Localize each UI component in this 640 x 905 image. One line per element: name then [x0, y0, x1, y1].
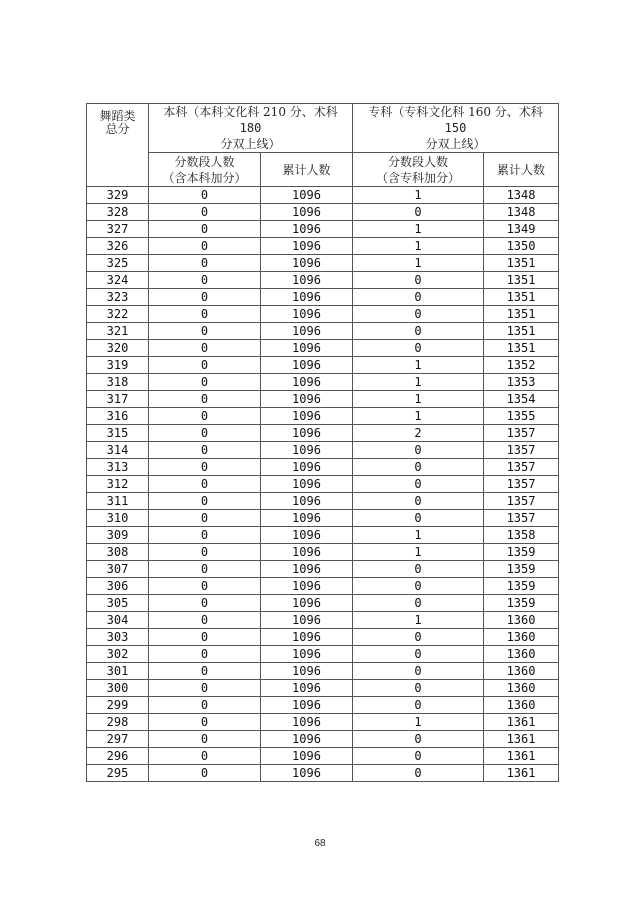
undergrad-cumulative-cell: 1096 — [261, 323, 353, 340]
junior-segment-header-line2: （含专科加分） — [376, 170, 461, 185]
undergrad-segment-cell: 0 — [149, 204, 261, 221]
junior-cumulative-cell: 1357 — [484, 510, 559, 527]
table-row — [87, 425, 559, 442]
table-row — [87, 680, 559, 697]
junior-segment-cell: 1 — [353, 374, 484, 391]
junior-cumulative-cell: 1360 — [484, 629, 559, 646]
total-score-cell: 325 — [87, 255, 149, 272]
junior-cumulative-cell: 1357 — [484, 476, 559, 493]
junior-header-line1: 专科（专科文化科 160 分、术科 — [368, 105, 543, 119]
undergrad-cumulative-cell: 1096 — [261, 493, 353, 510]
total-score-cell: 312 — [87, 476, 149, 493]
table-row — [87, 663, 559, 680]
undergrad-segment-cell: 0 — [149, 493, 261, 510]
junior-cumulative-header: 累计人数 — [484, 153, 559, 187]
undergrad-cumulative-cell: 1096 — [261, 238, 353, 255]
junior-cumulative-cell: 1349 — [484, 221, 559, 238]
undergrad-segment-cell: 0 — [149, 765, 261, 782]
table-row — [87, 510, 559, 527]
undergrad-cumulative-cell: 1096 — [261, 408, 353, 425]
total-score-header — [87, 104, 149, 187]
total-score-cell: 306 — [87, 578, 149, 595]
junior-cumulative-cell: 1351 — [484, 255, 559, 272]
junior-segment-cell: 1 — [353, 255, 484, 272]
undergrad-cumulative-cell: 1096 — [261, 476, 353, 493]
undergrad-segment-cell: 0 — [149, 663, 261, 680]
undergrad-segment-cell: 0 — [149, 357, 261, 374]
junior-segment-cell: 0 — [353, 323, 484, 340]
table-row — [87, 646, 559, 663]
undergrad-cumulative-cell: 1096 — [261, 425, 353, 442]
table-row — [87, 493, 559, 510]
total-score-cell: 315 — [87, 425, 149, 442]
junior-segment-cell: 1 — [353, 527, 484, 544]
total-score-cell: 316 — [87, 408, 149, 425]
total-score-cell: 326 — [87, 238, 149, 255]
total-score-cell: 299 — [87, 697, 149, 714]
junior-segment-cell: 0 — [353, 272, 484, 289]
undergrad-segment-cell: 0 — [149, 391, 261, 408]
junior-header-line3: 分双上线） — [425, 137, 486, 151]
undergrad-cumulative-cell: 1096 — [261, 561, 353, 578]
junior-segment-cell: 0 — [353, 765, 484, 782]
undergrad-segment-cell: 0 — [149, 697, 261, 714]
undergrad-cumulative-cell: 1096 — [261, 306, 353, 323]
junior-cumulative-cell: 1350 — [484, 238, 559, 255]
total-score-cell: 320 — [87, 340, 149, 357]
junior-segment-cell: 0 — [353, 663, 484, 680]
undergrad-segment-cell: 0 — [149, 612, 261, 629]
undergrad-segment-cell: 0 — [149, 578, 261, 595]
undergrad-segment-cell: 0 — [149, 680, 261, 697]
table-body — [87, 187, 559, 782]
undergrad-cumulative-cell: 1096 — [261, 289, 353, 306]
table-row — [87, 459, 559, 476]
junior-segment-cell: 1 — [353, 408, 484, 425]
junior-cumulative-cell: 1351 — [484, 306, 559, 323]
undergrad-cumulative-cell: 1096 — [261, 697, 353, 714]
undergrad-segment-cell: 0 — [149, 561, 261, 578]
table-row — [87, 442, 559, 459]
junior-cumulative-cell: 1351 — [484, 272, 559, 289]
undergrad-segment-cell: 0 — [149, 255, 261, 272]
junior-cumulative-cell: 1348 — [484, 187, 559, 204]
undergrad-cumulative-cell: 1096 — [261, 612, 353, 629]
undergrad-cumulative-cell: 1096 — [261, 391, 353, 408]
junior-segment-cell: 0 — [353, 748, 484, 765]
table-row — [87, 561, 559, 578]
undergrad-segment-cell: 0 — [149, 221, 261, 238]
total-score-cell: 301 — [87, 663, 149, 680]
undergrad-segment-cell: 0 — [149, 459, 261, 476]
total-score-cell: 308 — [87, 544, 149, 561]
table-row — [87, 612, 559, 629]
table-row — [87, 408, 559, 425]
junior-segment-cell: 1 — [353, 544, 484, 561]
table-row — [87, 204, 559, 221]
table-row — [87, 697, 559, 714]
junior-segment-cell: 1 — [353, 221, 484, 238]
junior-segment-cell: 0 — [353, 629, 484, 646]
junior-segment-cell: 1 — [353, 357, 484, 374]
junior-cumulative-cell: 1352 — [484, 357, 559, 374]
total-score-cell: 322 — [87, 306, 149, 323]
junior-cumulative-cell: 1351 — [484, 323, 559, 340]
total-score-cell: 295 — [87, 765, 149, 782]
undergrad-cumulative-header: 累计人数 — [261, 153, 353, 187]
undergrad-segment-cell: 0 — [149, 731, 261, 748]
table-row — [87, 221, 559, 238]
undergrad-cumulative-cell: 1096 — [261, 204, 353, 221]
junior-cumulative-cell: 1354 — [484, 391, 559, 408]
table-row — [87, 255, 559, 272]
total-score-cell: 304 — [87, 612, 149, 629]
undergrad-segment-cell: 0 — [149, 629, 261, 646]
undergrad-segment-cell: 0 — [149, 187, 261, 204]
junior-segment-cell: 0 — [353, 697, 484, 714]
junior-segment-cell: 1 — [353, 187, 484, 204]
junior-cumulative-cell: 1359 — [484, 595, 559, 612]
undergrad-segment-cell: 0 — [149, 340, 261, 357]
undergrad-cumulative-cell: 1096 — [261, 221, 353, 238]
junior-cumulative-cell: 1351 — [484, 289, 559, 306]
undergrad-segment-cell: 0 — [149, 442, 261, 459]
total-score-cell: 314 — [87, 442, 149, 459]
undergrad-cumulative-cell: 1096 — [261, 578, 353, 595]
total-score-cell: 327 — [87, 221, 149, 238]
junior-segment-cell: 0 — [353, 306, 484, 323]
total-score-cell: 297 — [87, 731, 149, 748]
undergrad-cumulative-cell: 1096 — [261, 340, 353, 357]
table-row — [87, 629, 559, 646]
junior-segment-cell: 1 — [353, 612, 484, 629]
junior-cumulative-cell: 1351 — [484, 340, 559, 357]
total-score-cell: 296 — [87, 748, 149, 765]
junior-segment-cell: 0 — [353, 561, 484, 578]
junior-segment-cell: 0 — [353, 459, 484, 476]
junior-segment-cell: 0 — [353, 510, 484, 527]
junior-segment-cell: 1 — [353, 714, 484, 731]
table-header — [87, 104, 559, 187]
table-row — [87, 357, 559, 374]
junior-cumulative-cell: 1360 — [484, 646, 559, 663]
table-row — [87, 544, 559, 561]
table-row — [87, 289, 559, 306]
junior-cumulative-cell: 1358 — [484, 527, 559, 544]
total-score-cell: 298 — [87, 714, 149, 731]
table-row — [87, 476, 559, 493]
undergrad-cumulative-cell: 1096 — [261, 544, 353, 561]
undergrad-cumulative-cell: 1096 — [261, 731, 353, 748]
undergrad-segment-cell: 0 — [149, 595, 261, 612]
total-score-header-line2: 总分 — [105, 122, 130, 136]
junior-cumulative-cell: 1361 — [484, 748, 559, 765]
junior-cumulative-cell: 1357 — [484, 442, 559, 459]
total-score-cell: 328 — [87, 204, 149, 221]
undergrad-segment-cell: 0 — [149, 238, 261, 255]
table-row — [87, 323, 559, 340]
junior-cumulative-cell: 1361 — [484, 765, 559, 782]
total-score-cell: 307 — [87, 561, 149, 578]
junior-cumulative-cell: 1348 — [484, 204, 559, 221]
junior-segment-cell: 0 — [353, 680, 484, 697]
undergrad-cumulative-cell: 1096 — [261, 442, 353, 459]
table-row — [87, 578, 559, 595]
undergrad-cumulative-cell: 1096 — [261, 714, 353, 731]
junior-segment-cell: 1 — [353, 391, 484, 408]
undergrad-cumulative-cell: 1096 — [261, 646, 353, 663]
junior-cumulative-cell: 1360 — [484, 663, 559, 680]
undergrad-cumulative-cell: 1096 — [261, 255, 353, 272]
undergrad-segment-cell: 0 — [149, 748, 261, 765]
table-row — [87, 374, 559, 391]
undergrad-header-line1: 本科（本科文化科 210 分、术科 — [163, 105, 338, 119]
junior-segment-cell: 0 — [353, 493, 484, 510]
junior-segment-cell: 2 — [353, 425, 484, 442]
undergrad-cumulative-cell: 1096 — [261, 510, 353, 527]
junior-cumulative-cell: 1353 — [484, 374, 559, 391]
undergrad-segment-cell: 0 — [149, 306, 261, 323]
total-score-cell: 317 — [87, 391, 149, 408]
junior-cumulative-cell: 1357 — [484, 493, 559, 510]
score-distribution-table — [86, 103, 559, 782]
undergrad-header-line2: 180 — [239, 121, 262, 135]
undergrad-segment-cell: 0 — [149, 408, 261, 425]
junior-group-header — [353, 104, 559, 153]
undergrad-cumulative-cell: 1096 — [261, 595, 353, 612]
table-row — [87, 187, 559, 204]
total-score-cell: 318 — [87, 374, 149, 391]
table-row — [87, 595, 559, 612]
undergrad-cumulative-cell: 1096 — [261, 527, 353, 544]
total-score-cell: 300 — [87, 680, 149, 697]
undergrad-cumulative-cell: 1096 — [261, 680, 353, 697]
table-row — [87, 748, 559, 765]
undergrad-cumulative-cell: 1096 — [261, 374, 353, 391]
total-score-cell: 311 — [87, 493, 149, 510]
total-score-cell: 313 — [87, 459, 149, 476]
total-score-cell: 329 — [87, 187, 149, 204]
undergrad-segment-cell: 0 — [149, 272, 261, 289]
junior-segment-cell: 0 — [353, 289, 484, 306]
junior-segment-header-line1: 分数段人数 — [388, 154, 449, 169]
total-score-cell: 305 — [87, 595, 149, 612]
undergrad-segment-header-line2: （含本科加分） — [162, 170, 247, 185]
junior-cumulative-cell: 1359 — [484, 544, 559, 561]
junior-segment-cell: 0 — [353, 595, 484, 612]
undergrad-cumulative-cell: 1096 — [261, 629, 353, 646]
junior-segment-cell: 0 — [353, 578, 484, 595]
table-row — [87, 391, 559, 408]
table-row — [87, 272, 559, 289]
table-row — [87, 306, 559, 323]
junior-segment-cell: 0 — [353, 476, 484, 493]
junior-segment-cell: 0 — [353, 340, 484, 357]
table-row — [87, 527, 559, 544]
page-number: 68 — [314, 838, 326, 849]
table-row — [87, 714, 559, 731]
undergrad-cumulative-cell: 1096 — [261, 748, 353, 765]
total-score-cell: 310 — [87, 510, 149, 527]
junior-cumulative-cell: 1360 — [484, 612, 559, 629]
undergrad-segment-cell: 0 — [149, 323, 261, 340]
total-score-cell: 302 — [87, 646, 149, 663]
total-score-cell: 323 — [87, 289, 149, 306]
junior-cumulative-cell: 1357 — [484, 459, 559, 476]
undergrad-cumulative-cell: 1096 — [261, 187, 353, 204]
undergrad-segment-cell: 0 — [149, 476, 261, 493]
junior-segment-cell: 1 — [353, 238, 484, 255]
junior-segment-cell: 0 — [353, 204, 484, 221]
total-score-cell: 321 — [87, 323, 149, 340]
undergrad-header-line3: 分双上线） — [220, 137, 281, 151]
junior-cumulative-cell: 1360 — [484, 697, 559, 714]
total-score-cell: 319 — [87, 357, 149, 374]
undergrad-segment-cell: 0 — [149, 646, 261, 663]
junior-segment-header — [353, 153, 484, 187]
junior-cumulative-cell: 1360 — [484, 680, 559, 697]
undergrad-group-header — [149, 104, 353, 153]
undergrad-segment-cell: 0 — [149, 510, 261, 527]
undergrad-segment-header-line1: 分数段人数 — [174, 154, 235, 169]
table-row — [87, 765, 559, 782]
undergrad-segment-cell: 0 — [149, 527, 261, 544]
junior-header-line2: 150 — [444, 121, 467, 135]
junior-cumulative-cell: 1361 — [484, 731, 559, 748]
undergrad-cumulative-cell: 1096 — [261, 272, 353, 289]
junior-segment-cell: 0 — [353, 442, 484, 459]
total-score-header-line1: 舞蹈类 — [99, 109, 136, 123]
undergrad-cumulative-cell: 1096 — [261, 663, 353, 680]
undergrad-segment-cell: 0 — [149, 714, 261, 731]
junior-cumulative-cell: 1359 — [484, 578, 559, 595]
junior-segment-cell: 0 — [353, 646, 484, 663]
undergrad-segment-cell: 0 — [149, 425, 261, 442]
undergrad-cumulative-cell: 1096 — [261, 459, 353, 476]
table-row — [87, 238, 559, 255]
undergrad-segment-header — [149, 153, 261, 187]
undergrad-cumulative-cell: 1096 — [261, 357, 353, 374]
table-row — [87, 731, 559, 748]
undergrad-segment-cell: 0 — [149, 289, 261, 306]
undergrad-segment-cell: 0 — [149, 544, 261, 561]
junior-cumulative-cell: 1361 — [484, 714, 559, 731]
total-score-cell: 303 — [87, 629, 149, 646]
junior-cumulative-cell: 1357 — [484, 425, 559, 442]
undergrad-segment-cell: 0 — [149, 374, 261, 391]
junior-segment-cell: 0 — [353, 731, 484, 748]
junior-cumulative-cell: 1359 — [484, 561, 559, 578]
total-score-cell: 309 — [87, 527, 149, 544]
table-row — [87, 340, 559, 357]
undergrad-cumulative-cell: 1096 — [261, 765, 353, 782]
total-score-cell: 324 — [87, 272, 149, 289]
junior-cumulative-cell: 1355 — [484, 408, 559, 425]
